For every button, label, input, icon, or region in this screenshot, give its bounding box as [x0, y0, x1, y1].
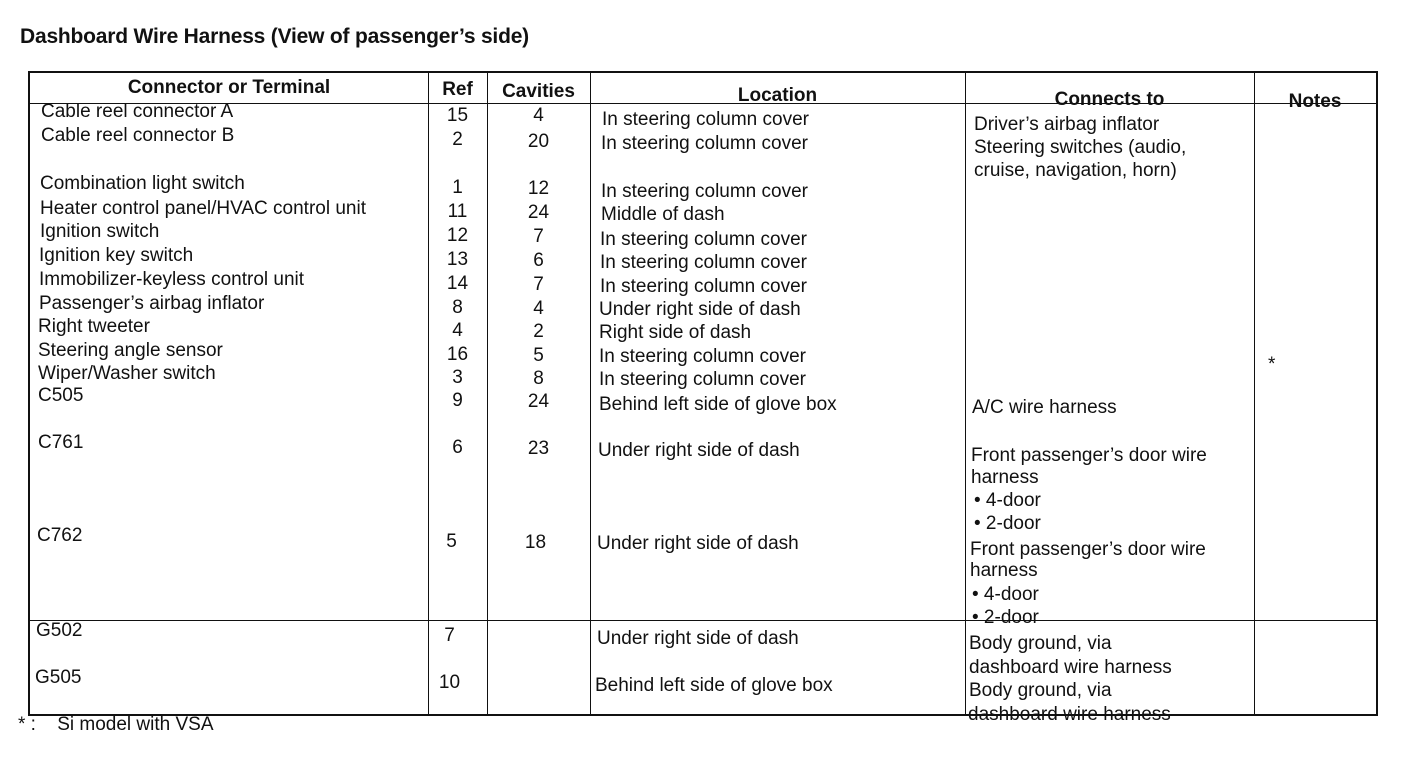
header-connector: Connector or Terminal	[127, 77, 331, 98]
table-row-connector: C762	[37, 525, 83, 546]
table-row-connects-to-continued: harness	[971, 467, 1039, 488]
table-row-cavities: 20	[527, 131, 550, 152]
header-ref: Ref	[442, 79, 473, 100]
table-row-door-option: • 4-door	[972, 584, 1039, 605]
table-row-cavities: 12	[527, 178, 550, 199]
table-row-connector: Right tweeter	[38, 316, 150, 337]
table-row-connector: C505	[38, 385, 84, 406]
table-row-connects-to: A/C wire harness	[972, 397, 1117, 418]
table-row-connector: Passenger’s airbag inflator	[39, 293, 265, 314]
table-row-ref: 1	[452, 177, 463, 198]
table-row-connector: C761	[38, 432, 84, 453]
table-row-location: In steering column cover	[599, 346, 806, 367]
table-row-location: Behind left side of glove box	[595, 675, 833, 696]
table-row-connects-to: Body ground, via	[969, 680, 1112, 701]
table-row-location: In steering column cover	[601, 133, 808, 154]
table-row-cavities: 4	[533, 298, 544, 319]
table-row-location: Under right side of dash	[598, 440, 800, 461]
table-row-connector: Ignition switch	[40, 221, 160, 242]
table-row-cavities: 7	[533, 226, 544, 247]
table-row-location: In steering column cover	[601, 181, 808, 202]
table-row-connects-to-continued: cruise, navigation, horn)	[974, 160, 1177, 181]
table-row-location: In steering column cover	[599, 369, 806, 390]
table-row-connector: Cable reel connector B	[41, 125, 235, 146]
table-row-location: In steering column cover	[600, 252, 807, 273]
footnote-text: Si model with VSA	[57, 714, 214, 735]
table-row-cavities: 8	[533, 368, 544, 389]
table-row-location: Under right side of dash	[599, 299, 801, 320]
footnote	[18, 714, 214, 736]
table-row-location: Behind left side of glove box	[599, 394, 837, 415]
table-row-connector: Steering angle sensor	[38, 340, 223, 361]
table-row-ref: 13	[446, 249, 469, 270]
table-row-ref: 16	[446, 344, 469, 365]
page-title: Dashboard Wire Harness (View of passenger’s side)	[20, 25, 529, 48]
table-row-cavities: 24	[527, 202, 550, 223]
table-row-ref: 8	[452, 297, 463, 318]
table-row-connects-to: Front passenger’s door wire	[970, 539, 1206, 560]
table-row-connects-to: Driver’s airbag inflator	[974, 114, 1160, 135]
table-row-connector: Immobilizer-keyless control unit	[39, 269, 305, 290]
table-row-connects-to: Front passenger’s door wire	[971, 445, 1207, 466]
table-row-connector: G505	[35, 667, 82, 688]
table-row-connector: G502	[36, 620, 83, 641]
table-row-ref: 4	[452, 320, 463, 341]
table-row-connects-to-continued: harness	[970, 560, 1038, 581]
table-row-ref: 15	[446, 105, 469, 126]
table-row-connector: Cable reel connector A	[41, 101, 234, 122]
table-row-ref: 2	[452, 129, 463, 150]
table-row-door-option: • 4-door	[974, 490, 1041, 511]
table-row-ref: 14	[446, 273, 469, 294]
table-row-connects-to: Steering switches (audio,	[974, 137, 1187, 158]
row-divider	[30, 620, 1376, 621]
table-row-ref: 7	[444, 625, 455, 646]
table-row-cavities: 4	[533, 105, 544, 126]
header-notes: Notes	[1288, 91, 1342, 112]
table-row-location: In steering column cover	[600, 229, 807, 250]
table-row-connects-to-continued: dashboard wire harness	[968, 704, 1171, 725]
table-row-cavities: 2	[533, 321, 544, 342]
table-row-location: Under right side of dash	[597, 533, 799, 554]
table-row-connector: Wiper/Washer switch	[38, 363, 216, 384]
table-row-ref: 9	[452, 390, 463, 411]
table-row-location: Right side of dash	[599, 322, 752, 343]
table-row-cavities: 7	[533, 274, 544, 295]
table-row-ref: 11	[447, 201, 468, 222]
table-row-ref: 12	[446, 225, 469, 246]
header-location: Location	[737, 85, 818, 106]
table-row-location: In steering column cover	[600, 276, 807, 297]
table-row-connector: Heater control panel/HVAC control unit	[40, 198, 366, 219]
table-row-cavities: 24	[527, 391, 550, 412]
table-row-connector: Combination light switch	[40, 173, 245, 194]
table-row-location: Middle of dash	[601, 204, 725, 225]
table-row-cavities: 6	[533, 250, 544, 271]
table-row-connector: Ignition key switch	[39, 245, 194, 266]
table-row-cavities: 18	[524, 532, 547, 553]
header-connects-to: Connects to	[1054, 89, 1165, 110]
header-cavities: Cavities	[502, 81, 575, 102]
table-row-door-option: • 2-door	[972, 607, 1039, 628]
table-row-ref: 6	[452, 437, 463, 458]
table-row-ref: 3	[452, 367, 463, 388]
table-row-cavities: 5	[533, 345, 544, 366]
table-row-notes: *	[1268, 354, 1276, 375]
table-row-connects-to: Body ground, via	[969, 633, 1112, 654]
table-row-location: In steering column cover	[602, 109, 809, 130]
table-row-ref: 5	[446, 531, 457, 552]
table-row-connects-to-continued: dashboard wire harness	[969, 657, 1172, 678]
footnote-mark: * :	[18, 714, 36, 735]
table-row-location: Under right side of dash	[597, 628, 799, 649]
table-row-door-option: • 2-door	[974, 513, 1041, 534]
table-row-cavities: 23	[527, 438, 550, 459]
table-row-ref: 10	[438, 672, 461, 693]
